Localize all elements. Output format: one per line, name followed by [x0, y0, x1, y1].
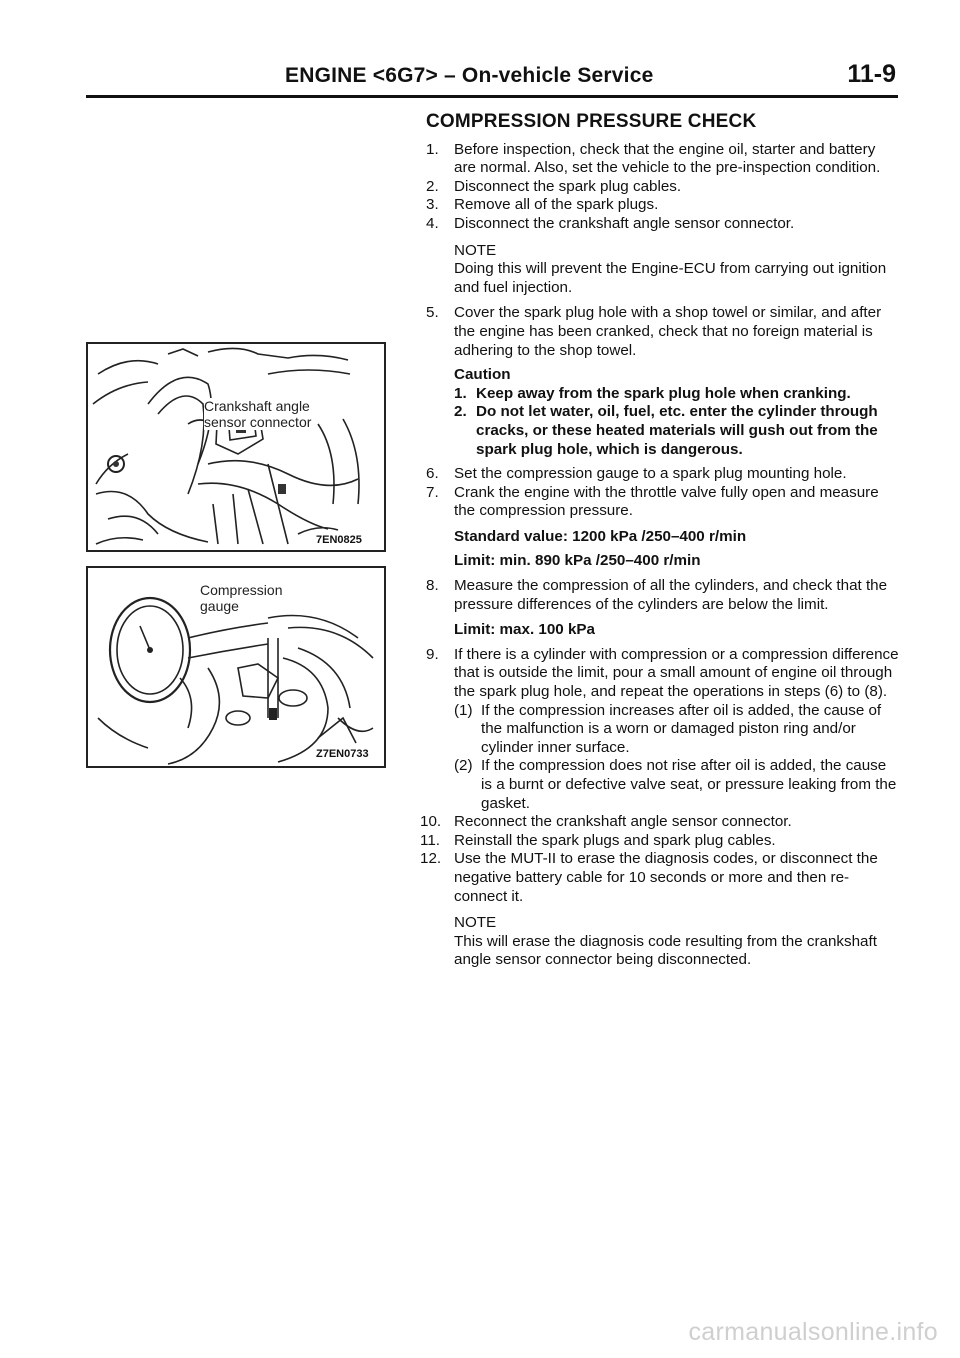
header-divider	[86, 95, 898, 98]
section-title: COMPRESSION PRESSURE CHECK	[426, 111, 757, 132]
figure-crankshaft-sensor	[86, 342, 386, 552]
step-8: 8. Measure the compression of all the cylinders, and check that the pressure differences of the cylinders are below the limit.	[426, 577, 888, 613]
figure2-code: Z7EN0733	[316, 748, 369, 760]
step-6: 6. Set the compression gauge to a spark plug mounting hole.	[426, 465, 847, 483]
spec-standard-value: Standard value: 1200 kPa /250–400 r/min	[454, 527, 747, 545]
figure1-code: 7EN0825	[316, 534, 362, 546]
spec-limit-min: Limit: min. 890 kPa /250–400 r/min	[454, 552, 701, 570]
caution-block	[454, 366, 901, 459]
step-10: 10. Reconnect the crankshaft angle sensor connector.	[420, 813, 792, 831]
page-header-title: ENGINE <6G7> – On-vehicle Service	[285, 64, 654, 87]
procedure-content	[420, 111, 901, 977]
watermark: carmanualsonline.info	[688, 1318, 938, 1346]
note-2-text: This will erase the diagnosis code resulting from the crankshaft angle sensor connector being disconnected.	[454, 932, 877, 969]
step-9: 9. If there is a cylinder with compression or a compression difference that is outside the limit, pour a small amount of engine oil through the spark plug hole, and repeat the operations in steps (6) to (8).	[426, 645, 899, 701]
step-7: 7. Crank the engine with the throttle valve fully open and measure the compression pressure.	[426, 483, 879, 520]
note-2-heading: NOTE	[454, 914, 497, 932]
step-4: 4. Disconnect the crankshaft angle sensor connector.	[426, 214, 795, 232]
page-number: 11-9	[847, 60, 896, 88]
step-2: 2. Disconnect the spark plug cables.	[426, 177, 682, 195]
caution-heading: Caution	[454, 366, 511, 384]
step-5: 5. Cover the spark plug hole with a shop towel or similar, and after the engine has been cranked, check that no foreign material is adhering to the shop towel.	[426, 304, 882, 359]
note-1-text: Doing this will prevent the Engine-ECU from carrying out ignition and fuel injection.	[454, 260, 887, 296]
figure-compression-gauge	[86, 566, 386, 768]
figure1-label: Crankshaft angle sensor connector	[204, 398, 312, 430]
caution-item-1: 1. Keep away from the spark plug hole when cranking.	[454, 384, 851, 402]
note-1-heading: NOTE	[454, 241, 497, 259]
figure2-label: Compression gauge	[200, 582, 283, 614]
sub-item-2: (2) If the compression does not rise after oil is added, the cause is a burnt or defective valve seat, or pressure leaking from the gasket.	[454, 757, 897, 812]
caution-item-2: 2. Do not let water, oil, fuel, etc. enter the cylinder through cracks, or these heated materials will gush out from the spark plug hole, which is dangerous.	[454, 403, 878, 458]
step-3: 3. Remove all of the spark plugs.	[426, 196, 659, 214]
spec-limit-max: Limit: max. 100 kPa	[454, 621, 595, 639]
step-11: 11. Reinstall the spark plugs and spark plug cables.	[420, 831, 776, 849]
engine-bay-illustration	[88, 344, 384, 550]
note-2	[454, 914, 901, 970]
step-1: 1. Before inspection, check that the engine oil, starter and battery are normal. Also, set the vehicle to the pre-inspection condition.	[426, 140, 881, 177]
sub-item-1: (1) If the compression increases after oil is added, the cause of the malfunction is a worn or damaged piston ring and/or cylinder inner surface.	[454, 701, 882, 756]
note-1	[454, 242, 901, 298]
step-12: 12. Use the MUT-II to erase the diagnosis codes, or disconnect the negative battery cable for 10 seconds or more and then re-connect it.	[420, 850, 878, 905]
